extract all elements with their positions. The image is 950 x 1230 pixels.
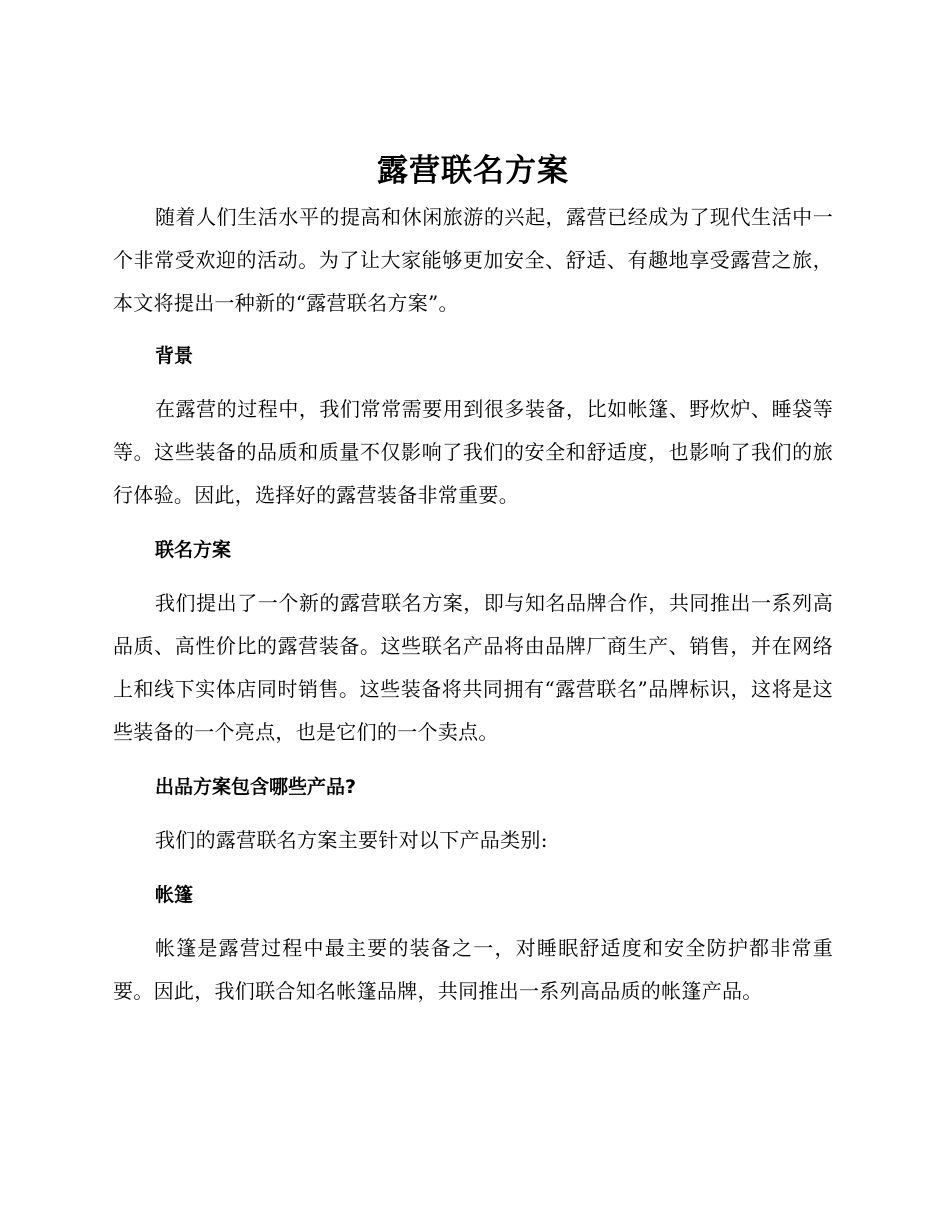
section-heading: 出品方案包含哪些产品? [155,776,357,798]
section-co-branding [113,529,833,754]
section-products [113,766,833,862]
section-heading: 帐篷 [155,884,194,906]
document-page [113,140,833,1013]
section-background [113,335,833,517]
section-tent [113,874,833,1013]
document-title: 露营联名方案 [377,153,569,189]
section-paragraph: 帐篷是露营过程中最主要的装备之一，对睡眠舒适度和安全防护都非常重要。因此，我们联合知名帐篷品牌，共同推出一系列高品质的帐篷产品。 [113,936,833,1003]
section-heading: 背景 [155,345,194,367]
section-paragraph: 我们提出了一个新的露营联名方案，即与知名品牌合作，共同推出一系列高品质、高性价比的露营装备。这些联名产品将由品牌厂商生产、销售，并在网络上和线下实体店同时销售。这些装备将共同拥有“露营联名”品牌标识，这将是这些装备的一个亮点，也是它们的一个卖点。 [113,591,833,744]
section-paragraph: 在露营的过程中，我们常常需要用到很多装备，比如帐篷、野炊炉、睡袋等等。这些装备的品质和质量不仅影响了我们的安全和舒适度，也影响了我们的旅行体验。因此，选择好的露营装备非常重要。 [113,397,833,507]
intro-paragraph: 随着人们生活水平的提高和休闲旅游的兴起，露营已经成为了现代生活中一个非常受欢迎的活动。为了让大家能够更加安全、舒适、有趣地享受露营之旅，本文将提出一种新的“露营联名方案”。 [113,205,833,315]
section-paragraph: 我们的露营联名方案主要针对以下产品类别: [155,828,548,852]
section-heading: 联名方案 [155,539,232,561]
